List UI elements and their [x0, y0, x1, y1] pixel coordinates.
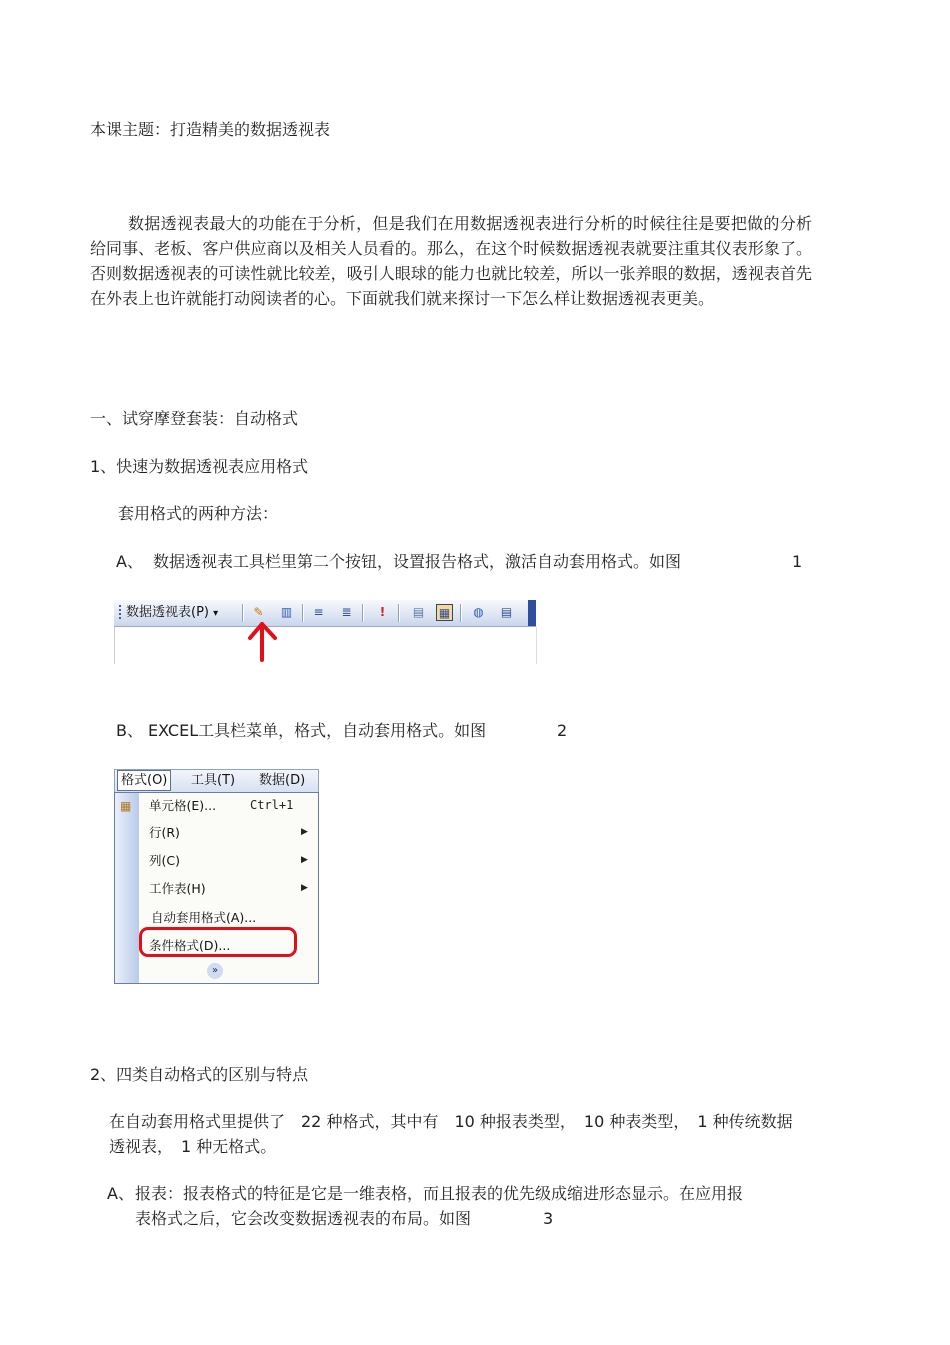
- menu-item-row[interactable]: 行(R): [149, 825, 180, 840]
- menu-item-cells[interactable]: 单元格(E)...: [149, 798, 217, 813]
- expand-menu-icon[interactable]: »: [207, 963, 223, 979]
- toolbar-end-handle[interactable]: [528, 600, 536, 626]
- format-dropdown-menu: [114, 792, 319, 984]
- menu-format[interactable]: 格式(O): [117, 770, 171, 791]
- toolbar-separator: [242, 604, 243, 622]
- cells-icon: ▦: [120, 799, 132, 813]
- page-title: 本课主题：打造精美的数据透视表: [90, 120, 331, 139]
- submenu-arrow-icon: ▶: [301, 827, 308, 837]
- shortcut-ctrl-1: Ctrl+1: [250, 798, 294, 812]
- hide-detail-icon[interactable]: ≡: [313, 605, 324, 619]
- menu-icon-strip: [115, 793, 139, 983]
- method-a-label: A、: [116, 552, 143, 571]
- sheet-area: [114, 627, 537, 664]
- refresh-icon[interactable]: !: [379, 605, 386, 619]
- method-b-figure-number: 2: [557, 721, 568, 740]
- show-detail-icon[interactable]: ≣: [341, 605, 352, 619]
- format-menu-figure: [114, 769, 319, 983]
- method-a-text: 数据透视表工具栏里第二个按钮，设置报告格式，激活自动套用格式。如图: [153, 552, 682, 571]
- item-a-text-line2: 表格式之后，它会改变数据透视表的布局。如图: [135, 1209, 472, 1228]
- red-arrow-annotation: [244, 620, 284, 664]
- autoformat-summary-line2: 透视表， 1 种无格式。: [109, 1137, 277, 1156]
- toolbar-separator: [398, 604, 399, 622]
- method-b-label: B、: [116, 721, 143, 740]
- method-a-figure-number: 1: [792, 552, 803, 571]
- field-settings-icon[interactable]: ◍: [473, 605, 484, 619]
- menu-bar: [114, 769, 319, 793]
- menu-tools[interactable]: 工具(T): [191, 773, 236, 788]
- menu-item-sheet[interactable]: 工作表(H): [149, 881, 206, 896]
- method-b-text: EXCEL工具栏菜单，格式，自动套用格式。如图: [148, 721, 487, 740]
- toolbar-separator: [362, 604, 363, 622]
- format-report-icon[interactable]: ✎: [253, 605, 264, 619]
- menu-data[interactable]: 数据(D): [259, 773, 306, 788]
- intro-paragraph: 数据透视表最大的功能在于分析，但是我们在用数据透视表进行分析的时候往往是要把做的分析给同事、老板、客户供应商以及相关人员看的。那么，在这个时候数据透视表就要注重其仪表形象了。否则数据透视表的可读性就比较差，吸引人眼球的能力也就比较差，所以一张养眼的数据，透视表首先在外表上也许就能打动阅读者的心。下面就我们就来探讨一下怎么样让数据透视表更美。: [90, 214, 812, 308]
- toolbar-separator: [460, 604, 461, 622]
- pivot-toolbar-figure: [114, 600, 536, 664]
- section-heading: 一、试穿摩登套装：自动格式: [90, 409, 299, 428]
- menu-item-autoformat[interactable]: 自动套用格式(A)...: [151, 910, 257, 925]
- toolbar-grip[interactable]: [119, 605, 121, 621]
- menu-item-conditional-format[interactable]: 条件格式(D)...: [149, 938, 231, 953]
- item-a-label: A、: [107, 1184, 134, 1203]
- item-a-figure-number: 3: [543, 1209, 554, 1228]
- autoformat-summary-line1: 在自动套用格式里提供了 22 种格式，其中有 10 种报表类型， 10 种表类型， 1 种传统数据: [109, 1112, 793, 1131]
- subsection-heading-2: 2、四类自动格式的区别与特点: [90, 1065, 309, 1084]
- item-a-text-line1: 报表：报表格式的特征是它是一维表格，而且报表的优先级成缩进形态显示。在应用报: [135, 1184, 744, 1203]
- include-hidden-icon[interactable]: ▤: [412, 605, 425, 619]
- submenu-arrow-icon: ▶: [301, 883, 308, 893]
- pivot-toolbar: [114, 600, 536, 627]
- always-display-icon[interactable]: ▦: [436, 604, 453, 621]
- pivot-menu-button[interactable]: 数据透视表(P) ▾: [126, 605, 219, 620]
- methods-intro: 套用格式的两种方法：: [118, 504, 279, 523]
- show-field-list-icon[interactable]: ▤: [500, 605, 513, 619]
- toolbar-separator: [302, 604, 303, 622]
- submenu-arrow-icon: ▶: [301, 855, 308, 865]
- chart-wizard-icon[interactable]: ▥: [280, 605, 293, 619]
- menu-item-column[interactable]: 列(C): [149, 853, 180, 868]
- subsection-heading-1: 1、快速为数据透视表应用格式: [90, 457, 309, 476]
